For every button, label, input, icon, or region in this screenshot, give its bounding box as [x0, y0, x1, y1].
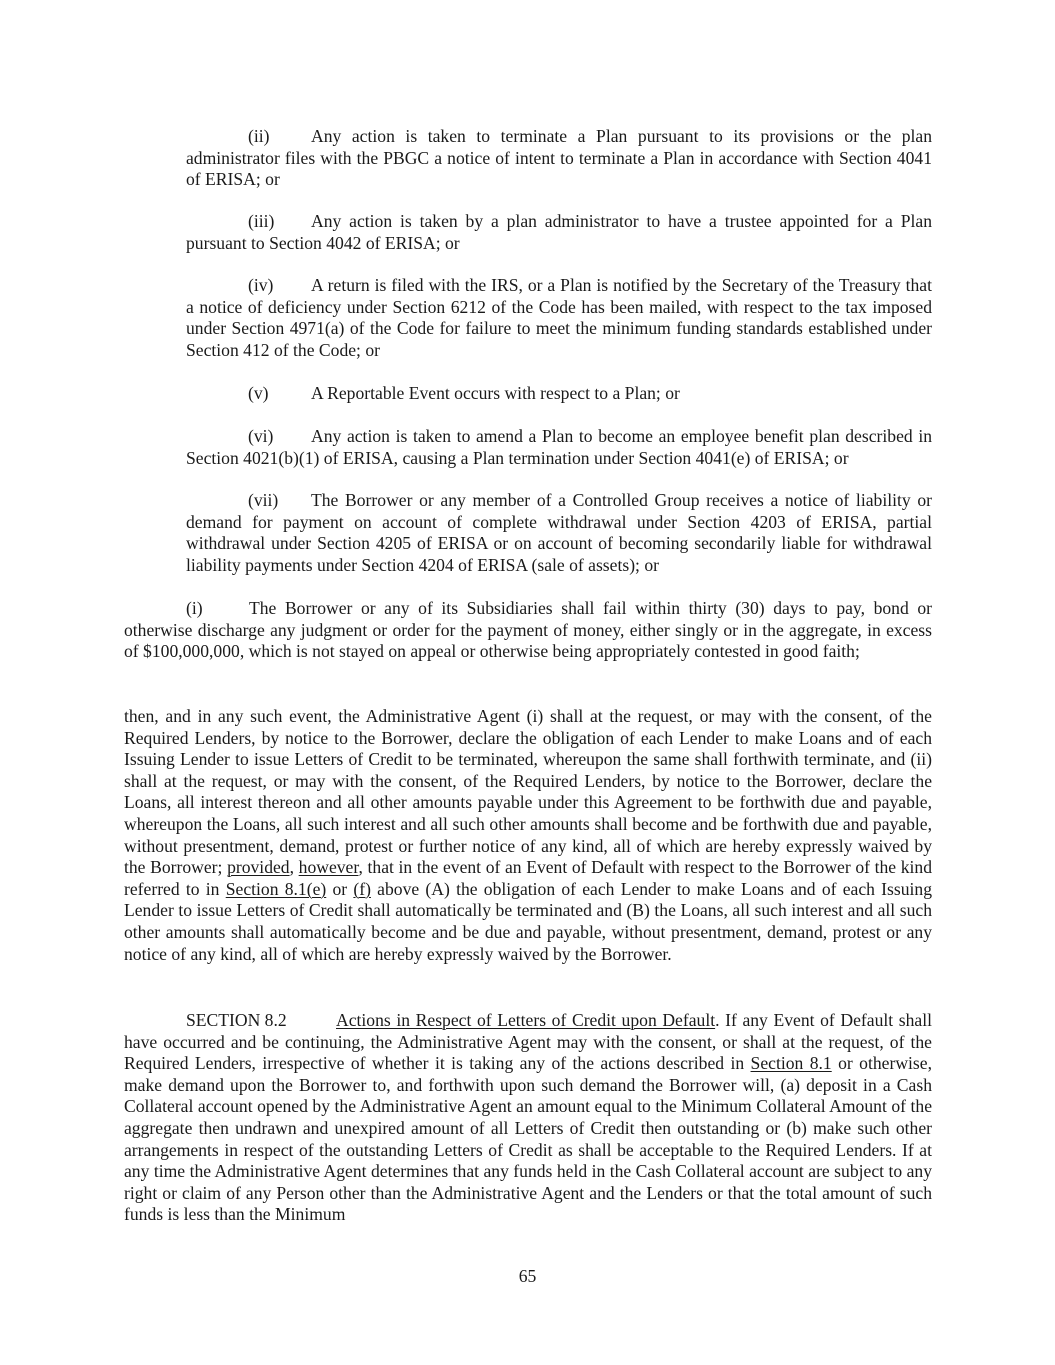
clause-label: (ii) [248, 126, 270, 146]
clause-text: The Borrower or any of its Subsidiaries shall fail within thirty (30) days to pay, bond or otherwise discharge any judgment or order for the payment of money, either singly or in the aggregate, in excess of $100,000,000, which is not stayed on appeal or otherwise being appropriately contested in good faith; [124, 598, 932, 662]
clause-text: A return is filed with the IRS, or a Plan is notified by the Secretary of the Treasury that a notice of deficiency under Section 6212 of the Code has been mailed, with respect to the tax imposed under Section 4971(a) of the Code for failure to meet the minimum funding standards established under Section 412 of the Code; or [186, 275, 932, 360]
punctuation: , [289, 857, 299, 878]
remedies-text: then, and in any such event, the Administrative Agent (i) shall at the request, or may with the consent, of the Required Lenders, by notice to the Borrower, declare the obligation of each Lender to make Loans and of each Issuing Lender to issue Letters of Credit to be terminated, whereupon the same shall forthwith terminate, and (ii) shall at the request, or may with the consent, of the Required Lenders, by notice to the Borrower, declare the Loans, all interest thereon and all other amounts payable under this Agreement to be forthwith due and payable, whereupon the Loans, all such interest and all such other amounts shall become and be forthwith due and payable, without presentment, demand, protest or further notice of any kind, all of which are hereby expressly waived by the Borrower; [124, 706, 932, 878]
clause-label: (i) [186, 598, 203, 618]
section-heading: Actions in Respect of Letters of Credit upon Default [336, 1010, 716, 1030]
clause-label: (iv) [248, 275, 274, 295]
conjunction: or [326, 878, 354, 899]
remedies-paragraph [124, 706, 932, 965]
section-8-2-paragraph [124, 1010, 932, 1226]
clause-text: A Reportable Event occurs with respect to a Plan; or [311, 383, 680, 403]
section-text: . If any Event of Default shall have occurred and be continuing, the Administrative Agent may with the consent, or shall at the request, of the Required Lenders, irrespective of whether it is taking any of the actions described in [124, 1010, 932, 1074]
clause-label: (vi) [248, 426, 274, 446]
clause-text: The Borrower or any member of a Controlled Group receives a notice of liability or demand for payment on account of complete withdrawal under Section 4203 of ERISA, partial withdrawal under Section 4205 of ERISA or on account of becoming secondarily liable for withdrawal liability payments under Section 4204 of ERISA (sale of assets); or [186, 490, 932, 575]
clause-label: (v) [248, 383, 269, 403]
remedies-text: above (A) the obligation of each Lender to make Loans and of each Issuing Lender to issue Letters of Credit shall automatically be terminated and (B) the Loans, all such interest and all such other amounts shall automatically become and be due and payable, without presentment, demand, protest or any notice of any kind, all of which are hereby expressly waived by the Borrower. [124, 878, 932, 964]
clause-iv [186, 275, 932, 361]
clause-i-judgment [124, 598, 932, 663]
clause-f-reference[interactable]: (f) [353, 878, 371, 899]
provided-term: provided [227, 857, 290, 878]
clause-vii [186, 490, 932, 576]
clause-text: Any action is taken by a plan administrator to have a trustee appointed for a Plan pursuant to Section 4042 of ERISA; or [186, 211, 932, 253]
clause-label: (iii) [248, 211, 275, 231]
section-number: SECTION 8.2 [186, 1010, 287, 1030]
section-8-1-reference[interactable]: Section 8.1 [750, 1053, 832, 1074]
clause-label: (vii) [248, 490, 279, 510]
clause-text: Any action is taken to terminate a Plan pursuant to its provisions or the plan administrator files with the PBGC a notice of intent to terminate a Plan in accordance with Section 4041 of ERISA; or [186, 126, 932, 190]
clause-v [186, 383, 932, 405]
clause-iii [186, 211, 932, 254]
clause-ii [186, 126, 932, 191]
page-number: 65 [518, 1266, 537, 1286]
clause-vi [186, 426, 932, 469]
remedies-text: , that in the event of an Event of Default with respect to the Borrower of the kind referred to in [124, 857, 933, 899]
section-text: or otherwise, make demand upon the Borrower to, and forthwith upon such demand the Borrower will, (a) deposit in a Cash Collateral account opened by the Administrative Agent an amount equal to the Minimum Collateral Amount of the aggregate then undrawn and unexpired amount of all Letters of Credit then outstanding or (b) make such other arrangements in respect of the outstanding Letters of Credit as shall be acceptable to the Required Lenders. If at any time the Administrative Agent determines that any funds held in the Cash Collateral account are subject to any right or claim of any Person other than the Administrative Agent and the Lenders or that the total amount of such funds is less than the Minimum [124, 1053, 932, 1225]
section-8-1e-reference[interactable]: Section 8.1(e) [225, 878, 327, 899]
clause-text: Any action is taken to amend a Plan to become an employee benefit plan described in Section 4021(b)(1) of ERISA, causing a Plan termination under Section 4041(e) of ERISA; or [186, 426, 932, 468]
however-term: however [298, 857, 359, 878]
